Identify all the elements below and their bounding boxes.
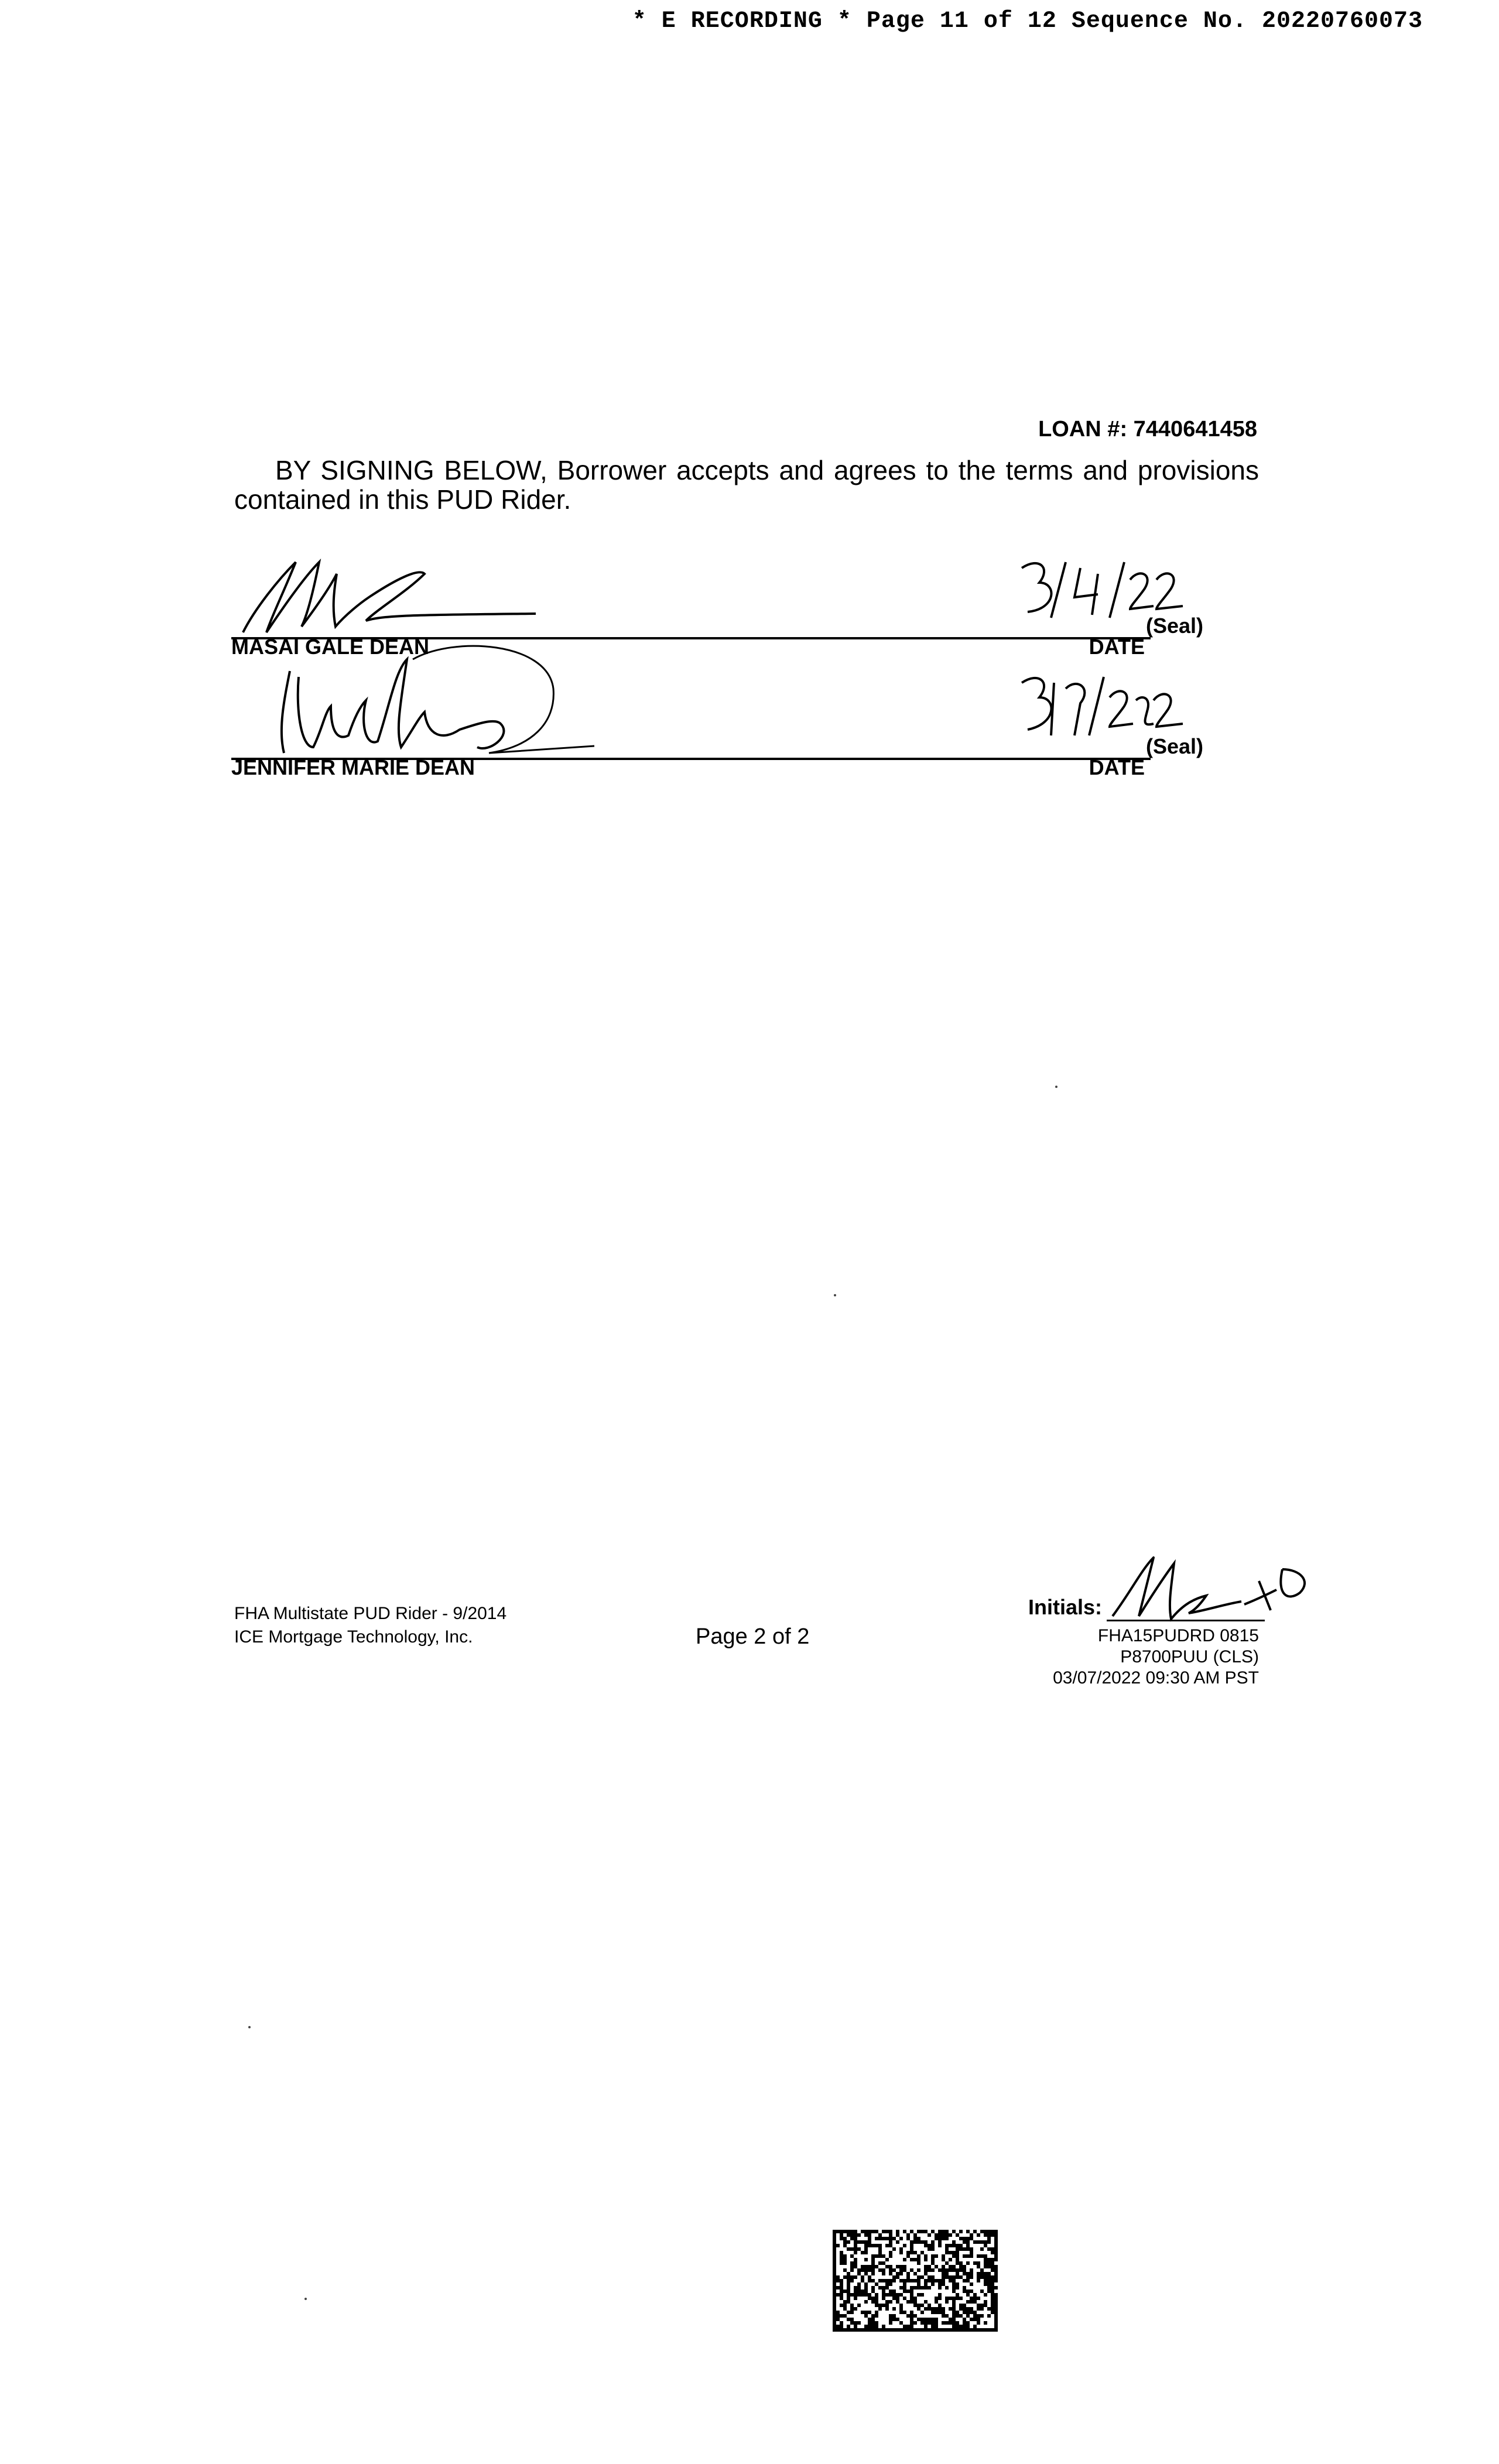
loan-number-line [1038,417,1257,442]
date-label-1: DATE [1089,635,1145,659]
scan-speck [248,2026,251,2028]
seal-label-1: (Seal) [1145,614,1203,638]
agreement-line-1: BY SIGNING BELOW, Borrower accepts and agrees to the terms and provisions [275,455,1259,485]
scan-speck [834,1294,836,1296]
recording-header: * E RECORDING * Page 11 of 12 Sequence No. 20220760073 [632,8,1423,35]
initials-label: Initials: [1028,1595,1103,1619]
form-name: FHA Multistate PUD Rider - 9/2014 [234,1604,507,1623]
scan-speck [304,2298,307,2300]
initials-signature-icon [1107,1546,1317,1628]
borrower-1-name: MASAI GALE DEAN [231,635,430,659]
print-timestamp: 03/07/2022 09:30 AM PST [1053,1668,1259,1688]
scan-speck [1055,1086,1057,1088]
date-label-2: DATE [1089,755,1145,779]
loan-number: 7440641458 [1133,417,1257,442]
footer-codes [1053,1625,1259,1689]
borrower-2-name: JENNIFER MARIE DEAN [231,755,475,779]
barcode-icon [833,2230,999,2332]
footer-form-info [234,1602,506,1649]
page-number: Page 2 of 2 [696,1624,810,1649]
loan-label: LOAN #: [1038,417,1128,442]
initials-line [1107,1620,1265,1621]
agreement-text [234,456,1259,514]
doc-code: P8700PUU (CLS) [1120,1647,1259,1666]
agreement-line-2: contained in this PUD Rider. [234,484,571,515]
signature-block-2 [231,706,1203,779]
form-code: FHA15PUDRD 0815 [1097,1626,1259,1645]
company-name: ICE Mortgage Technology, Inc. [234,1627,473,1647]
seal-label-2: (Seal) [1145,734,1203,758]
